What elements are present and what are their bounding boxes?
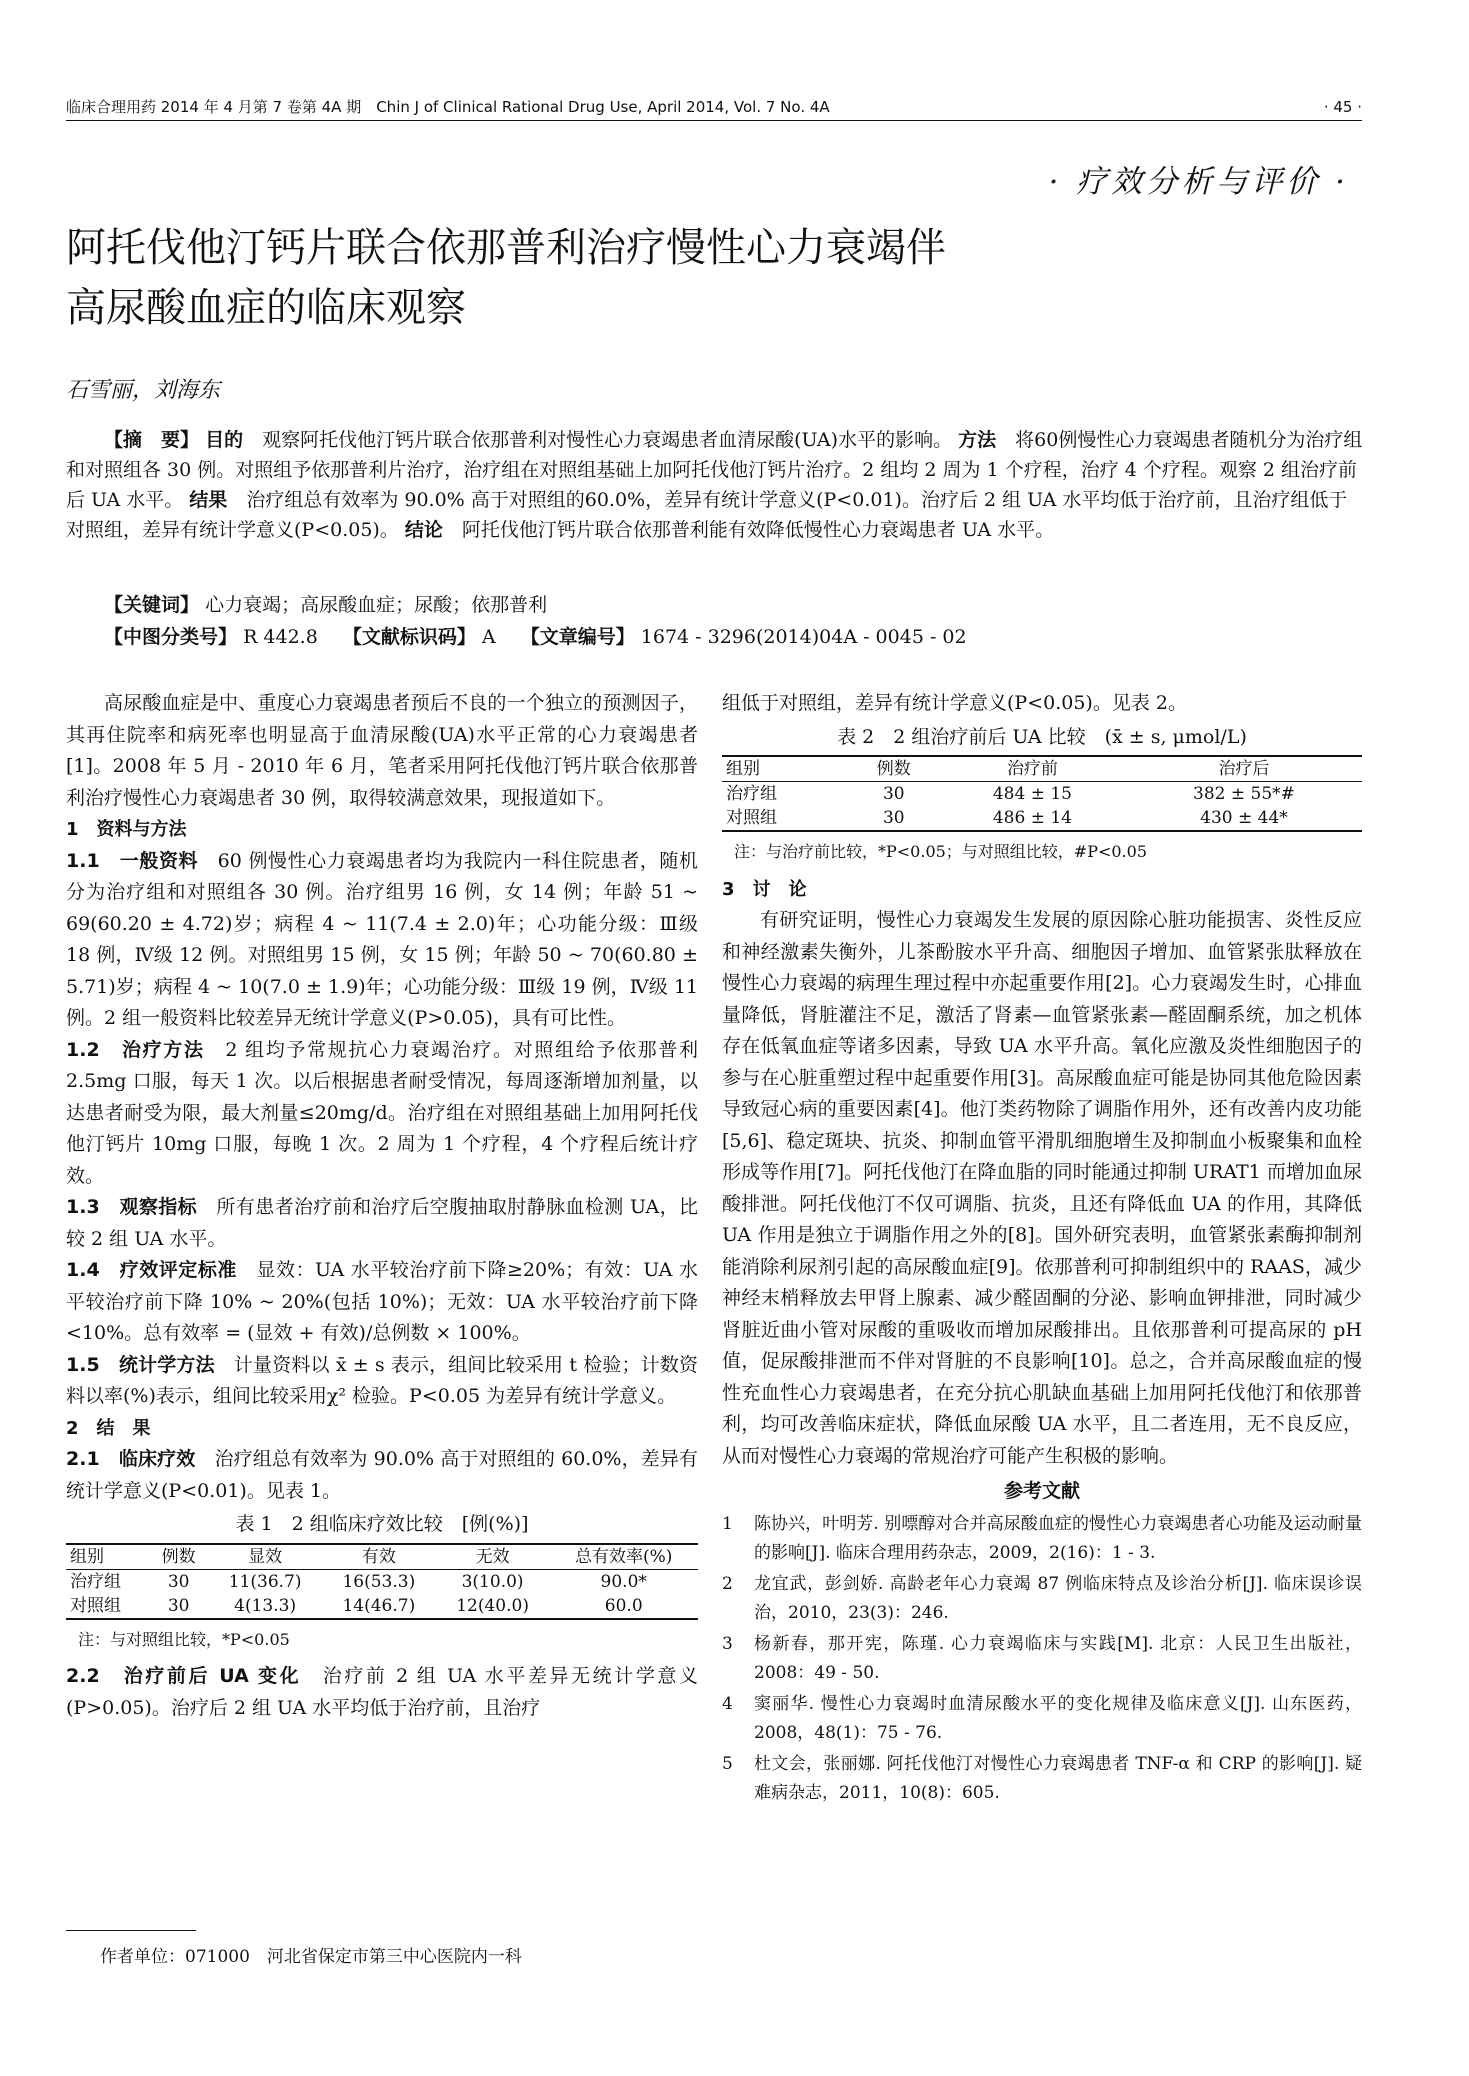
conclusion-text: 阿托伐他汀钙片联合依那普利能有效降低慢性心力衰竭患者 UA 水平。: [461, 519, 1055, 541]
table2-header-cell: 组别: [722, 756, 849, 782]
para-1-3: [66, 1192, 698, 1255]
table-cell: 对照组: [726, 808, 777, 828]
heading-1-5: 1.5 统计学方法: [66, 1353, 215, 1376]
doc-code-label: 【文献标识码】: [342, 626, 476, 648]
reference-item: [722, 1690, 1362, 1748]
table-cell: 486 ± 14: [992, 808, 1072, 828]
table-cell: 484 ± 15: [992, 784, 1072, 804]
text-2-2: 治疗前 2 组 UA 水平差异无统计学意义(P>0.05)。治疗后 2 组 UA 水平均低于治疗前，且治疗: [66, 1665, 698, 1719]
results-label: 结果: [189, 489, 228, 511]
text-1-5: 计量资料以 x̄ ± s 表示，组间比较采用 t 检验；计数资料以率(%)表示，组间比较采用χ² 检验。P<0.05 为差异有统计学意义。: [66, 1353, 698, 1407]
heading-1-3: 1.3 观察指标: [66, 1196, 198, 1218]
table-2-body: [722, 782, 1362, 832]
table-2-header-row: [722, 756, 1362, 782]
keywords-line: [104, 590, 1364, 620]
article-no-value: 1674 - 3296(2014)04A - 0045 - 02: [640, 626, 967, 648]
table-cell: 430 ± 44*: [1200, 808, 1288, 828]
keywords: 心力衰竭；高尿酸血症；尿酸；依那普利: [205, 594, 548, 616]
table1-header-cell: 例数: [149, 1544, 208, 1570]
reference-text: 杨新春，那开宪，陈瑾. 心力衰竭临床与实践[M]. 北京：人民卫生出版社，2008：49 - 50.: [754, 1633, 1362, 1683]
reference-text: 窦丽华. 慢性心力衰竭时血清尿酸水平的变化规律及临床意义[J]. 山东医药，2008，48(1)：75 - 76.: [754, 1693, 1362, 1743]
table-cell: 3(10.0): [461, 1571, 524, 1592]
table-1-body: [66, 1569, 698, 1619]
classification-line: [104, 622, 1364, 652]
para-2-2: [66, 1661, 698, 1724]
conclusion-label: 结论: [404, 519, 443, 541]
table1-header-cell: 总有效率(%): [549, 1544, 698, 1570]
authors: 石雪丽，刘海东: [66, 378, 221, 403]
clc-value: R 442.8: [243, 626, 318, 648]
table-cell: 30: [167, 1571, 190, 1592]
article-no-label: 【文章编号】: [520, 626, 635, 648]
objective-label: 目的: [205, 429, 244, 451]
author-affiliation: 作者单位：071000 河北省保定市第三中心医院内一科: [100, 1947, 522, 1967]
title-line-1: 阿托伐他汀钙片联合依那普利治疗慢性心力衰竭伴: [66, 225, 946, 271]
reference-text: 陈协兴，叶明芳. 别嘌醇对合并高尿酸血症的慢性心力衰竭患者心功能及运动耐量的影响[J]. 临床合理用药杂志，2009，2(16)：1 - 3.: [754, 1513, 1362, 1563]
doc-code-value: A: [481, 626, 496, 648]
intro-paragraph: 高尿酸血症是中、重度心力衰竭患者预后不良的一个独立的预测因子，其再住院率和病死率也明显高于血清尿酸(UA)水平正常的心力衰竭患者[1]。2008 年 5 月 - 2010 年 6 月，笔者采用阿托伐他汀钙片联合依那普利治疗慢性心力衰竭患者 30 例，取得较满意效果，现报道如下。: [66, 692, 698, 809]
methods-label: 方法: [958, 429, 997, 451]
table-cell: 对照组: [70, 1595, 121, 1616]
table2-header-cell: 治疗后: [1126, 756, 1362, 782]
page-number: · 45 ·: [1323, 98, 1362, 116]
abstract-label: 【摘 要】: [104, 429, 200, 451]
table-cell: 14(46.7): [342, 1595, 416, 1616]
text-1-2: 2 组均予常规抗心力衰竭治疗。对照组给予依那普利 2.5mg 口服，每天 1 次。以后根据患者耐受情况，每周逐渐增加剂量，以达患者耐受为限，最大剂量≤20mg/d。治疗组在对照组基础上加用阿托伐他汀钙片 10mg 口服，每晚 1 次。2 周为 1 个疗程，4 个疗程后统计疗效。: [66, 1038, 698, 1187]
table1-header-cell: 组别: [66, 1544, 149, 1570]
text-2-1: 治疗组总有效率为 90.0% 高于对照组的 60.0%，差异有统计学意义(P<0.01)。见表 1。: [66, 1448, 698, 1502]
table-cell: 382 ± 55*#: [1193, 784, 1295, 804]
table1-header-cell: 无效: [436, 1544, 550, 1570]
table-cell: 4(13.3): [234, 1595, 297, 1616]
heading-methods: 1 资料与方法: [66, 819, 187, 840]
table1-header-cell: 显效: [208, 1544, 322, 1570]
heading-2-2: 2.2 治疗前后 UA 变化: [66, 1665, 302, 1687]
table-1-note: 注：与对照组比较，*P<0.05: [78, 1629, 290, 1649]
results-text: 治疗组总有效率为 90.0% 高于对照组的60.0%，差异有统计学意义(P<0.01)。治疗后 2 组 UA 水平均低于治疗前，且治疗组低于对照组，差异有统计学意义(P<0.05)。: [66, 489, 1348, 541]
table-cell: 90.0*: [600, 1571, 647, 1592]
reference-item: [722, 1630, 1362, 1688]
reference-number: 4: [722, 1693, 733, 1714]
table-2-note: 注：与治疗前比较，*P<0.05；与对照组比较，#P<0.05: [734, 842, 1148, 861]
reference-item: [722, 1750, 1362, 1808]
para-1-1: [66, 846, 698, 1035]
title-line-2: 高尿酸血症的临床观察: [66, 285, 466, 331]
table-2: [722, 755, 1362, 832]
table-1-header-row: [66, 1544, 698, 1570]
table-cell: 30: [882, 808, 905, 828]
table-cell: 60.0: [604, 1595, 643, 1616]
left-column: [66, 688, 698, 1724]
reference-number: 1: [722, 1513, 733, 1534]
references-title: 参考文献: [1003, 1480, 1080, 1502]
para-2-2-continued: 组低于对照组，差异有统计学意义(P<0.05)。见表 2。: [722, 692, 1187, 714]
table-row: [722, 806, 1362, 831]
heading-2-1: 2.1 临床疗效: [66, 1448, 196, 1470]
table-cell: 治疗组: [726, 784, 777, 804]
table1-header-cell: 有效: [322, 1544, 436, 1570]
article-title: [66, 218, 1196, 338]
references-list: [722, 1510, 1362, 1808]
table-cell: 11(36.7): [228, 1571, 302, 1592]
running-header: [66, 94, 1362, 121]
abstract: [66, 425, 1366, 545]
table-row: [66, 1594, 698, 1619]
section-label: · 疗效分析与评价 ·: [1048, 164, 1349, 200]
clc-label: 【中图分类号】: [104, 626, 238, 648]
reference-number: 2: [722, 1573, 733, 1594]
para-2-1: [66, 1444, 698, 1507]
para-1-4: [66, 1255, 698, 1350]
table2-header-cell: 治疗前: [939, 756, 1126, 782]
objective-text: 观察阿托伐他汀钙片联合依那普利对慢性心力衰竭患者血清尿酸(UA)水平的影响。: [262, 429, 953, 451]
heading-1-4: 1.4 疗效评定标准: [66, 1259, 237, 1281]
table-cell: 30: [167, 1595, 190, 1616]
methods-text: 将60例慢性心力衰竭患者随机分为治疗组和对照组各 30 例。对照组予依那普利片治疗，治疗组在对照组基础上加阿托伐他汀钙片治疗。2 组均 2 周为 1 个疗程，治疗 4 个疗程。观察 2 组治疗前后 UA 水平。: [66, 429, 1363, 511]
table-2-caption: 表 2 2 组治疗前后 UA 比较 (x̄ ± s, μmol/L): [837, 725, 1247, 748]
heading-1-1: 1.1 一般资料: [66, 849, 199, 872]
heading-discussion: 3 讨 论: [722, 878, 807, 900]
reference-number: 5: [722, 1753, 733, 1774]
table-1-caption: 表 1 2 组临床疗效比较 [例(%)]: [235, 1513, 529, 1535]
affiliation-rule: [66, 1930, 196, 1931]
reference-number: 3: [722, 1633, 733, 1654]
table-row: [722, 782, 1362, 807]
para-1-2: [66, 1035, 698, 1193]
table2-header-cell: 例数: [849, 756, 939, 782]
text-1-3: 所有患者治疗前和治疗后空腹抽取肘静脉血检测 UA，比较 2 组 UA 水平。: [66, 1196, 698, 1250]
discussion-paragraph: 有研究证明，慢性心力衰竭发生发展的原因除心脏功能损害、炎性反应和神经激素失衡外，儿茶酚胺水平升高、细胞因子增加、血管紧张肽释放在慢性心力衰竭的病理生理过程中亦起重要作用[2]。心力衰竭发生时，心排血量降低，肾脏灌注不足，激活了肾素—血管紧张素—醛固酮系统，加之机体存在低氧血症等诸多因素，导致 UA 水平升高。氧化应激及炎性细胞因子的参与在心脏重塑过程中起重要作用[3]。高尿酸血症可能是协同其他危险因素导致冠心病的重要因素[4]。他汀类药物除了调脂作用外，还有改善内皮功能[5,6]、稳定斑块、抗炎、抑制血管平滑肌细胞增生及抑制血小板聚集和血栓形成等作用[7]。阿托伐他汀在降血脂的同时能通过抑制 URAT1 而增加血尿酸排泄。阿托伐他汀不仅可调脂、抗炎，且还有降低血 UA 的作用，其降低 UA 作用是独立于调脂作用之外的[8]。国外研究表明，血管紧张素酶抑制剂能消除利尿剂引起的高尿酸血症[9]。依那普利可抑制组织中的 RAAS，减少神经末梢释放去甲肾上腺素、减少醛固酮的分泌、影响血钾排泄，同时减少肾脏近曲小管对尿酸的重吸收而增加尿酸排出。且依那普利可提高尿的 pH 值，促尿酸排泄而不伴对肾脏的不良影响[10]。总之，合并高尿酸血症的慢性充血性心力衰竭患者，在充分抗心肌缺血基础上加用阿托伐他汀和依那普利，均可改善临床症状，降低血尿酸 UA 水平，且二者连用，无不良反应，从而对慢性心力衰竭的常规治疗可能产生积极的影响。: [722, 909, 1362, 1467]
journal-citation: 临床合理用药 2014 年 4 月第 7 卷第 4A 期 Chin J of Clinical Rational Drug Use, April 2014, Vol. 7 No. 4A: [66, 98, 830, 116]
table-cell: 30: [882, 784, 905, 804]
table-1: [66, 1543, 698, 1620]
heading-1-2: 1.2 治疗方法: [66, 1038, 205, 1061]
reference-item: [722, 1510, 1362, 1568]
table-cell: 12(40.0): [456, 1595, 529, 1616]
reference-text: 龙宜武，彭剑娇. 高龄老年心力衰竭 87 例临床特点及诊治分析[J]. 临床误诊误治，2010，23(3)：246.: [754, 1573, 1362, 1623]
text-1-4: 显效：UA 水平较治疗前下降≥20%；有效：UA 水平较治疗前下降 10% ~ 20%(包括 10%)；无效：UA 水平较治疗前下降<10%。总有效率 = (显效 + 有效)/总例数 × 100%。: [66, 1259, 698, 1344]
table-cell: 16(53.3): [342, 1571, 416, 1592]
reference-text: 杜文会，张丽娜. 阿托伐他汀对慢性心力衰竭患者 TNF-α 和 CRP 的影响[J]. 疑难病杂志，2011，10(8)：605.: [754, 1753, 1362, 1803]
text-1-1: 60 例慢性心力衰竭患者均为我院内一科住院患者，随机分为治疗组和对照组各 30 例。治疗组男 16 例，女 14 例；年龄 51 ~ 69(60.20 ± 4.72)岁；病程 4 ~ 11(7.4 ± 2.0)年；心功能分级：Ⅲ级 18 例，Ⅳ级 12 例。对照组男 15 例，女 15 例；年龄 50 ~ 70(60.80 ± 5.71)岁；病程 4 ~ 10(7.0 ± 1.9)年；心功能分级：Ⅲ级 19 例，Ⅳ级 11 例。2 组一般资料比较差异无统计学意义(P>0.05)，具有可比性。: [66, 849, 698, 1029]
right-column: [722, 688, 1362, 1810]
para-1-5: [66, 1350, 698, 1413]
keywords-label: 【关键词】: [104, 594, 200, 616]
reference-item: [722, 1570, 1362, 1628]
heading-results: 2 结 果: [66, 1417, 151, 1439]
table-row: [66, 1569, 698, 1594]
table-cell: 治疗组: [70, 1571, 121, 1592]
